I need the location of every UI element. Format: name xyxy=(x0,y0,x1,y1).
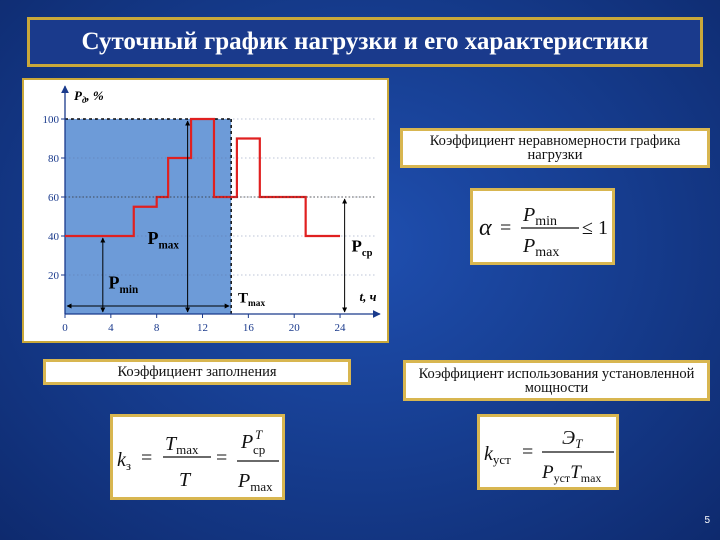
pmin-label: $P_{min}$ xyxy=(108,272,139,297)
svg-text:ЭT: $Э_T$ xyxy=(562,427,583,451)
svg-text:T: T xyxy=(179,469,191,491)
uneven-coef-label xyxy=(400,128,710,168)
kust-formula-box xyxy=(477,414,619,490)
x-tick-label: 8 xyxy=(153,322,160,334)
x-tick-label: 20 xyxy=(288,322,300,334)
svg-text:=: = xyxy=(141,447,153,469)
leq-one: ≤ 1 xyxy=(582,217,608,239)
uneven-coef-text: Коэффициент неравномерности графика нагрузки xyxy=(429,133,681,163)
y-tick-label: 40 xyxy=(48,231,59,243)
page-number: 5 xyxy=(704,515,710,526)
alpha-formula-box xyxy=(470,188,615,265)
svg-text:PустTmax: $P_{уст}T_{max}$ xyxy=(542,462,602,485)
kust-formula xyxy=(480,417,616,487)
pcp-label: $P_{ср}$ xyxy=(351,236,373,259)
x-tick-label: 24 xyxy=(334,322,346,334)
y-tick-label: 100 xyxy=(42,114,59,126)
svg-text:Tmax: $T_{max}$ xyxy=(165,433,199,457)
svg-text:kуст: $k_{уст}$ xyxy=(484,443,511,467)
svg-text:ср: ср xyxy=(253,442,266,457)
load-chart-panel xyxy=(22,78,389,343)
svg-text:T: T xyxy=(255,427,263,442)
svg-text:kз: $k_з$ xyxy=(117,449,132,473)
y-axis-title: $P_д$, % xyxy=(74,88,104,105)
x-axis-title: t, ч xyxy=(359,289,377,304)
svg-text:P: P xyxy=(241,431,254,453)
kz-formula xyxy=(113,417,282,497)
slide-title xyxy=(27,17,703,67)
shaded-area xyxy=(65,119,231,314)
alpha-symbol: α xyxy=(479,215,492,241)
x-tick-label: 0 xyxy=(62,322,68,334)
y-tick-label: 80 xyxy=(48,153,59,165)
y-tick-label: 60 xyxy=(48,192,59,204)
svg-text:=: = xyxy=(522,441,534,463)
fill-coef-text: Коэффициент заполнения xyxy=(117,364,277,380)
alpha-formula xyxy=(473,191,612,262)
slide-title-text: Суточный график нагрузки и его характеристики xyxy=(81,28,649,55)
y-tick-label: 20 xyxy=(48,270,59,282)
pmax-label: $P_{max}$ xyxy=(147,227,179,252)
equals-sign: = xyxy=(500,217,512,239)
tmax-label: $T_{max}$ xyxy=(238,290,266,310)
fill-coef-label xyxy=(43,359,351,385)
x-tick-label: 16 xyxy=(242,322,254,334)
svg-text:Pmax: $P_{max}$ xyxy=(238,470,273,494)
x-tick-label: 12 xyxy=(197,322,209,334)
svg-text:=: = xyxy=(216,447,228,469)
x-tick-label: 4 xyxy=(108,322,114,334)
usage-coef-label xyxy=(403,360,710,401)
denominator-pmax: $P_{max}$ xyxy=(523,235,560,260)
load-chart xyxy=(24,80,387,341)
usage-coef-text: Коэффициент использования установленной мощности xyxy=(418,365,695,396)
numerator-pmin: $P_{min}$ xyxy=(523,204,557,229)
kz-formula-box xyxy=(110,414,285,500)
